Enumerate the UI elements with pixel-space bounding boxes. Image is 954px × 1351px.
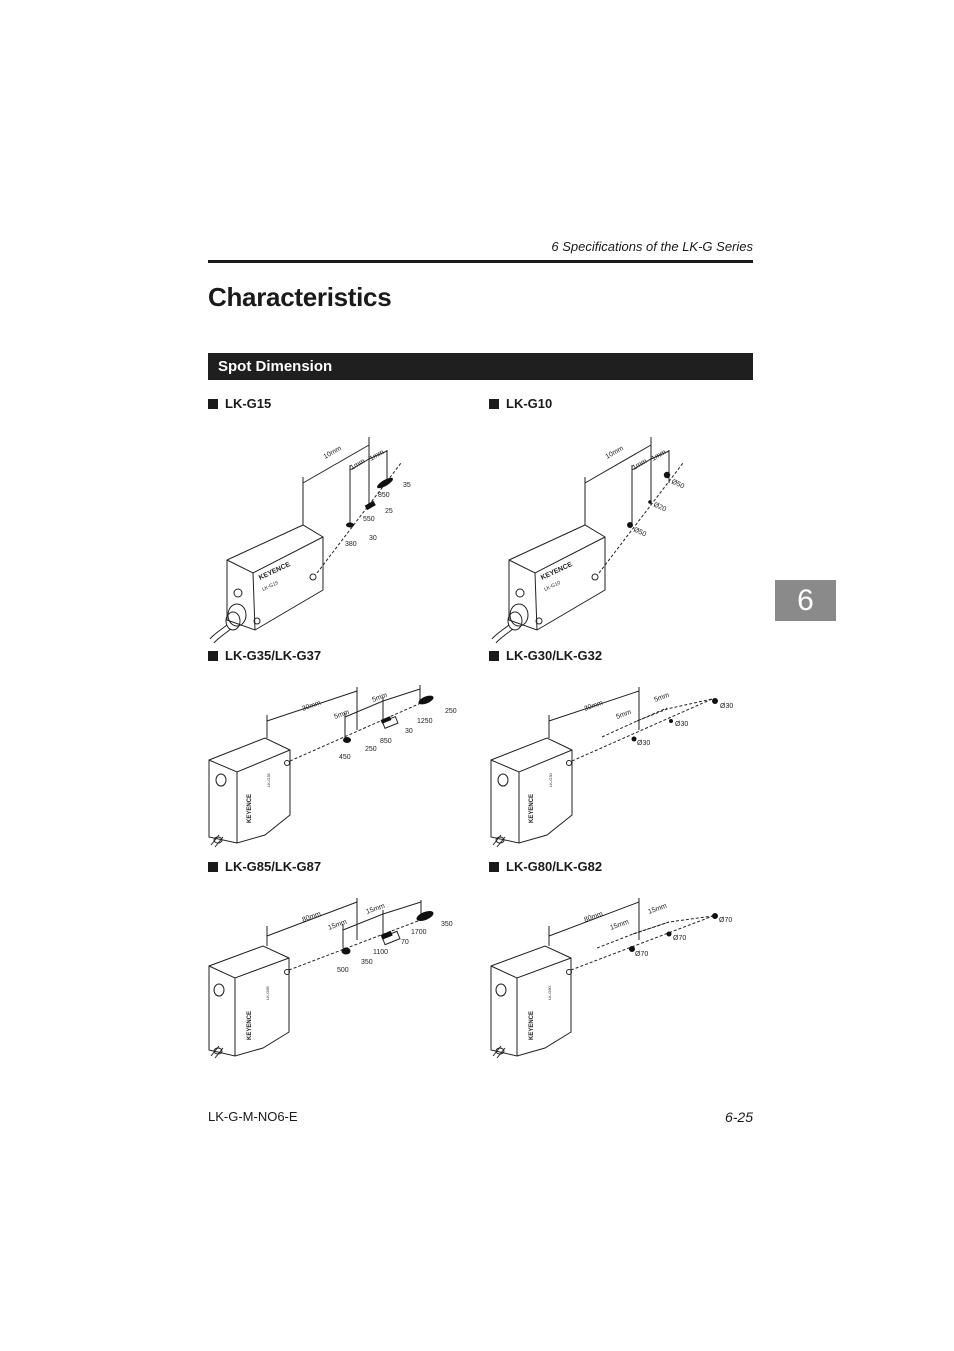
model-heading-g15 xyxy=(208,396,271,412)
figure-lk-g35 xyxy=(205,675,470,850)
dim-total: 80mm xyxy=(301,910,322,924)
spot-mid: Ø30 xyxy=(675,721,689,728)
model-name: LK-G35/LK-G37 xyxy=(225,648,322,663)
figure-lk-g15 xyxy=(205,425,435,645)
model-mark: LK-G30 xyxy=(548,773,553,787)
spot-far-h: 35 xyxy=(403,482,411,489)
dim-near: 5mm xyxy=(615,708,633,721)
spot-mid-h: 30 xyxy=(405,728,413,735)
spot-far: Ø50 xyxy=(670,478,686,491)
model-mark: LK-G35 xyxy=(266,773,271,787)
spot-far-w: 1700 xyxy=(411,929,427,936)
dim-far: 1mm xyxy=(650,448,668,463)
spot-far-w: 1250 xyxy=(417,718,433,725)
dim-total: 30mm xyxy=(301,699,322,713)
brand-logo: KEYENCE xyxy=(257,561,292,582)
bullet-square-icon xyxy=(208,651,218,661)
bullet-square-icon xyxy=(208,399,218,409)
brand-logo: KEYENCE xyxy=(529,1010,535,1040)
model-name: LK-G80/LK-G82 xyxy=(506,859,603,874)
model-heading-g10 xyxy=(489,396,552,412)
spot-near-h: 30 xyxy=(369,535,377,542)
figure-lk-g10 xyxy=(487,425,717,645)
model-heading-g85 xyxy=(208,859,321,875)
spot-near: Ø50 xyxy=(632,526,648,539)
bullet-square-icon xyxy=(489,651,499,661)
section-heading: Spot Dimension xyxy=(208,353,753,380)
figure-lk-g30 xyxy=(487,675,752,850)
spot-near: Ø30 xyxy=(637,740,651,747)
spot-far: Ø30 xyxy=(720,703,734,710)
figure-lk-g80 xyxy=(487,888,752,1073)
spot-mid-w: 850 xyxy=(380,738,392,745)
bullet-square-icon xyxy=(489,862,499,872)
page-number: 6-25 xyxy=(724,1109,753,1125)
brand-logo: KEYENCE xyxy=(529,793,535,823)
spot-far-h: 250 xyxy=(445,708,457,715)
dim-total: 10mm xyxy=(322,444,343,461)
figure-lk-g85 xyxy=(205,888,470,1073)
spot-mid-h: 25 xyxy=(385,508,393,515)
dim-near: 15mm xyxy=(327,918,348,932)
page-title: Characteristics xyxy=(208,282,392,312)
brand-logo: KEYENCE xyxy=(247,793,253,823)
model-mark: LK-G80 xyxy=(547,986,552,1000)
spot-near-h: 250 xyxy=(365,746,377,753)
model-name: LK-G30/LK-G32 xyxy=(506,648,603,663)
dim-near: 1mm xyxy=(349,457,367,472)
model-heading-g30 xyxy=(489,648,602,664)
spot-far: Ø70 xyxy=(719,917,733,924)
model-name: LK-G85/LK-G87 xyxy=(225,859,322,874)
dim-far: 5mm xyxy=(653,691,671,704)
dim-near: 15mm xyxy=(609,918,630,932)
spot-mid: Ø20 xyxy=(652,501,668,514)
dim-far: 15mm xyxy=(647,902,668,916)
dim-far: 15mm xyxy=(365,902,386,916)
chapter-tab[interactable]: 6 xyxy=(775,580,836,621)
header-rule xyxy=(208,260,753,263)
spot-near-w: 380 xyxy=(345,541,357,548)
spot-near-w: 500 xyxy=(337,967,349,974)
model-name: LK-G10 xyxy=(506,396,553,411)
bullet-square-icon xyxy=(489,399,499,409)
spot-near-h: 350 xyxy=(361,959,373,966)
brand-logo: KEYENCE xyxy=(539,561,574,582)
model-mark: LK-G15 xyxy=(261,580,280,593)
model-heading-g80 xyxy=(489,859,602,875)
dim-far: 1mm xyxy=(368,448,386,463)
spot-mid: Ø70 xyxy=(673,935,687,942)
spot-near-w: 450 xyxy=(339,754,351,761)
spot-mid-h: 70 xyxy=(401,939,409,946)
dim-near: 5mm xyxy=(333,708,351,721)
model-mark: LK-G10 xyxy=(543,580,562,593)
dim-near: 1mm xyxy=(631,457,649,472)
bullet-square-icon xyxy=(208,862,218,872)
spot-mid-w: 550 xyxy=(363,516,375,523)
model-name: LK-G15 xyxy=(225,396,272,411)
dim-total: 80mm xyxy=(583,910,604,924)
spot-near: Ø70 xyxy=(635,951,649,958)
dim-total: 10mm xyxy=(604,444,625,461)
model-heading-g35 xyxy=(208,648,321,664)
brand-logo: KEYENCE xyxy=(247,1010,253,1040)
document-code: LK-G-M-NO6-E xyxy=(208,1109,298,1124)
dim-far: 5mm xyxy=(371,691,389,704)
spot-far-w: 850 xyxy=(378,492,390,499)
model-mark: LK-G85 xyxy=(265,986,270,1000)
running-head: 6 Specifications of the LK-G Series xyxy=(551,239,753,254)
spot-far-h: 350 xyxy=(441,921,453,928)
spot-mid-w: 1100 xyxy=(373,949,389,956)
dim-total: 30mm xyxy=(583,699,604,713)
